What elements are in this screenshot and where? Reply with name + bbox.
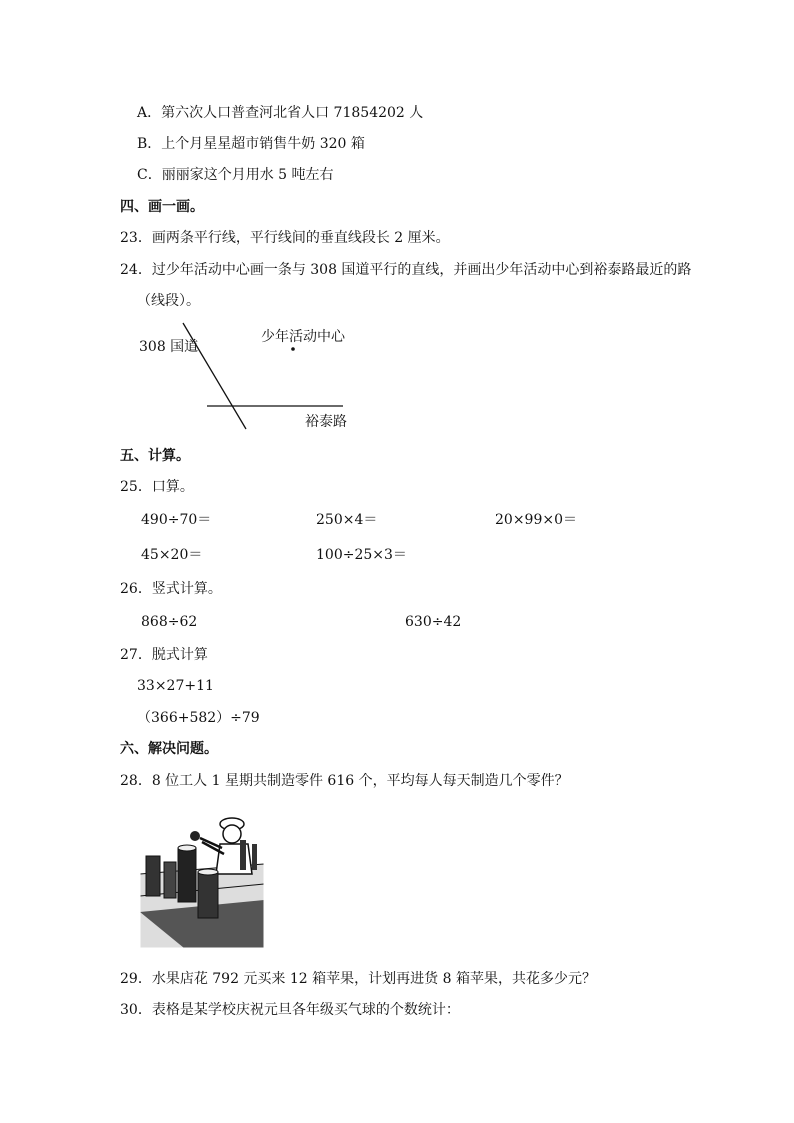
oral-calc-item: 20×99×0＝ — [495, 512, 577, 528]
question-23: 23．画两条平行线，平行线间的垂直线段长 2 厘米。 — [120, 230, 450, 246]
question-29: 29．水果店花 792 元买来 12 箱苹果，计划再进货 8 箱苹果，共花多少元？ — [120, 971, 596, 987]
vertical-calc-item: 868÷62 — [141, 614, 198, 630]
youth-center-label: 少年活动中心 — [261, 329, 345, 345]
question-25: 25．口算。 — [120, 479, 194, 495]
oral-calc-item: 490÷70＝ — [141, 512, 212, 528]
question-26: 26．竖式计算。 — [120, 581, 222, 597]
step-calc-item: 33×27+11 — [137, 678, 214, 694]
section-heading-draw: 四、画一画。 — [120, 199, 204, 215]
question-30: 30．表格是某学校庆祝元旦各年级买气球的个数统计： — [120, 1002, 460, 1018]
vertical-calc-item: 630÷42 — [405, 614, 462, 630]
question-27: 27．脱式计算 — [120, 647, 208, 663]
oral-calc-item: 250×4＝ — [316, 512, 378, 528]
map-diagram — [135, 318, 365, 433]
question-24-line1: 24．过少年活动中心画一条与 308 国道平行的直线，并画出少年活动中心到裕泰路最近的路 — [120, 262, 692, 278]
option-c: C．丽丽家这个月用水 5 吨左右 — [137, 167, 334, 183]
youth-center-point — [291, 347, 295, 351]
oral-calc-item: 45×20＝ — [141, 547, 203, 563]
section-heading-calc: 五、计算。 — [120, 448, 190, 464]
section-heading-solve: 六、解决问题。 — [120, 741, 218, 757]
question-28: 28．8 位工人 1 星期共制造零件 616 个，平均每人每天制造几个零件？ — [120, 773, 569, 789]
option-b: B．上个月星星超市销售牛奶 320 箱 — [137, 136, 365, 152]
oral-calc-item: 100÷25×3＝ — [316, 547, 407, 563]
highway-label: 308 国道 — [139, 339, 199, 355]
step-calc-item: （366+582）÷79 — [137, 710, 260, 726]
worker-illustration — [140, 812, 264, 948]
option-a: A．第六次人口普查河北省人口 71854202 人 — [137, 105, 424, 121]
road-label: 裕泰路 — [305, 414, 347, 430]
question-24-line2: （线段）。 — [137, 293, 200, 309]
